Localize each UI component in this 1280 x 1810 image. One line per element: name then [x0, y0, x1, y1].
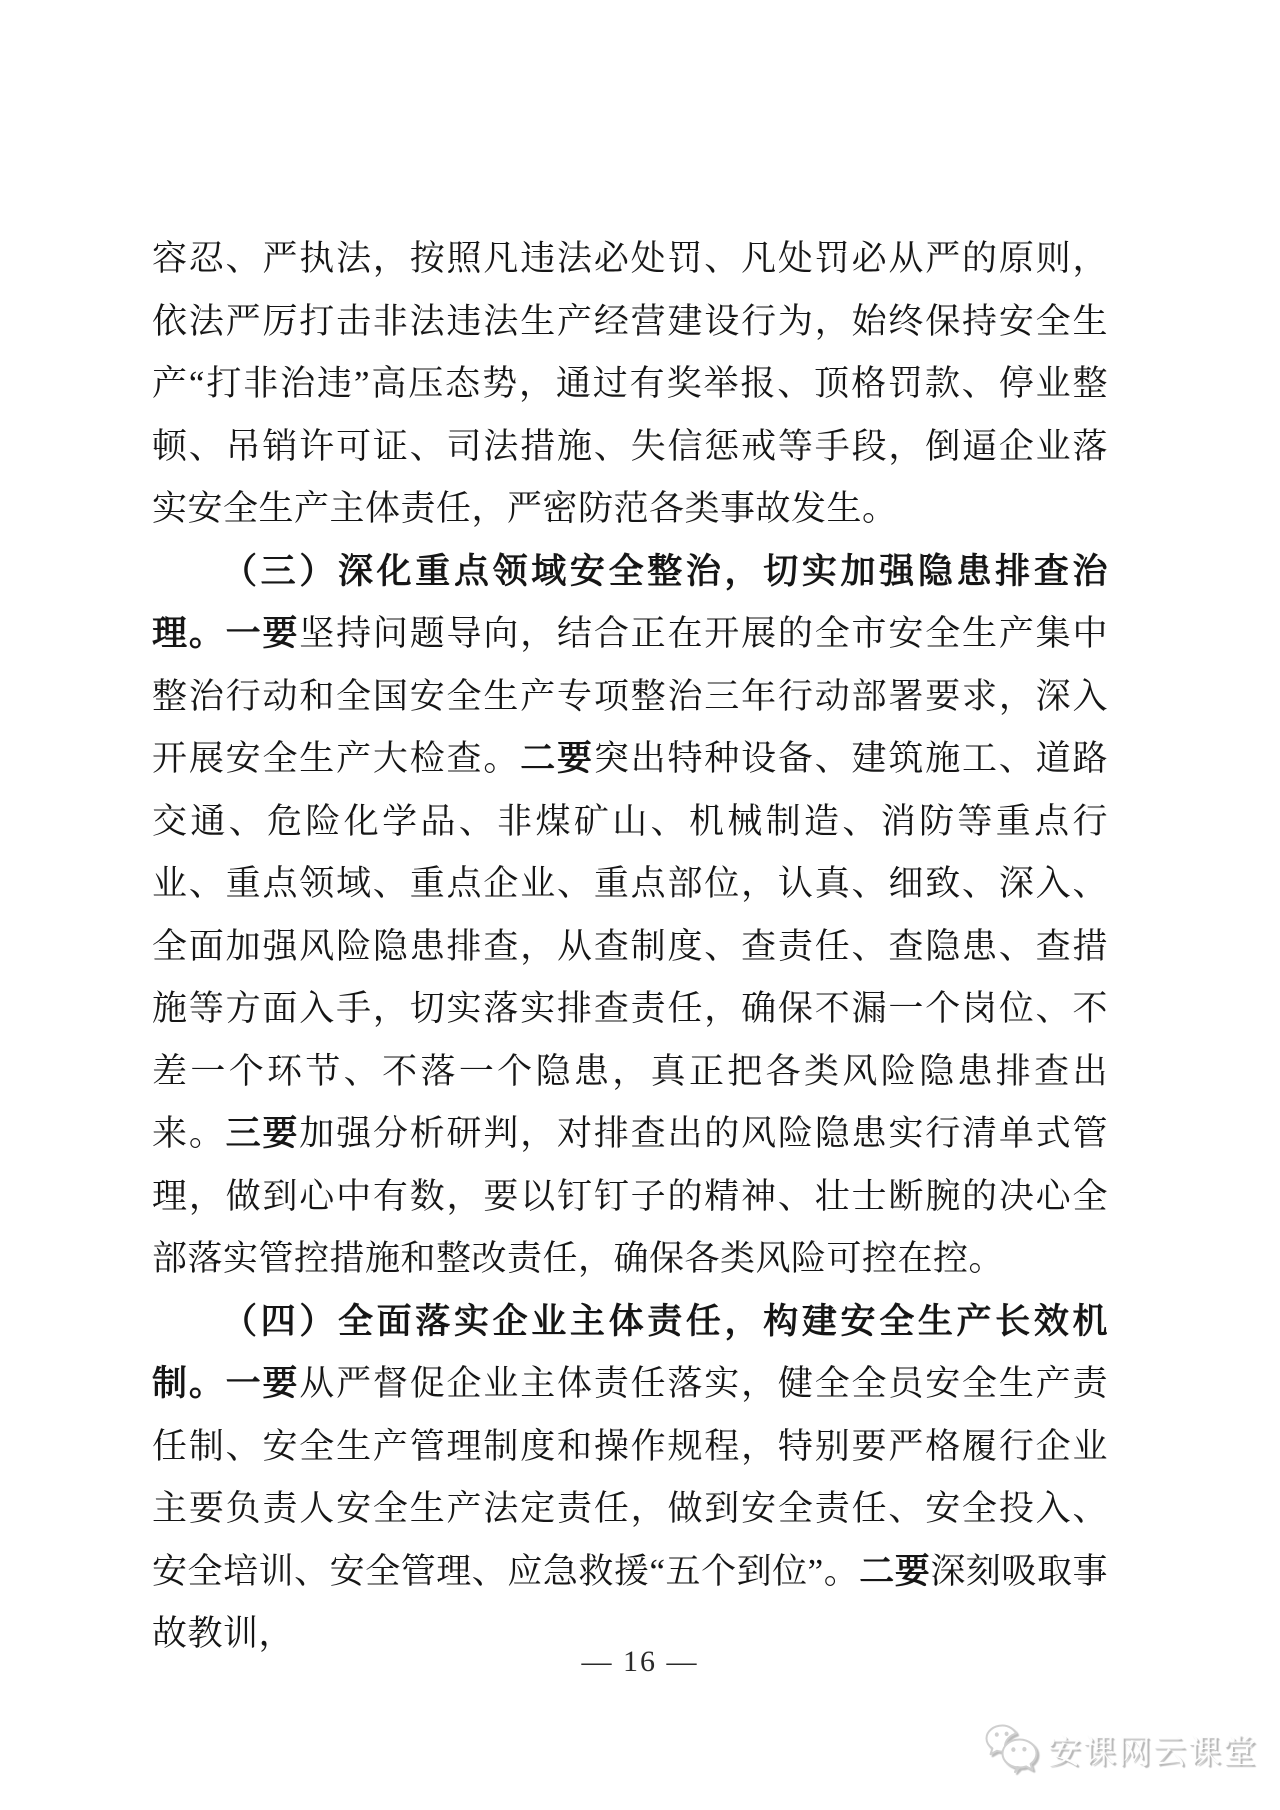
body-text-run: 坚持问题导向，结合正在开展的全市安全生产集中整治行动和全国安全生产专项整治三年行动部署要求，深入开展安全生产大检查。: [152, 614, 1108, 778]
paragraph-section-four: [152, 1291, 1108, 1666]
list-marker-first: 一要: [225, 614, 300, 653]
paragraph-section-three: [152, 541, 1108, 1291]
list-marker-third: 三要: [225, 1114, 300, 1153]
body-text-run: 从严督促企业主体责任落实，健全全员安全生产责任制、安全生产管理制度和操作规程，特别要严格履行企业主要负责人安全生产法定责任，做到安全责任、安全投入、安全培训、安全管理、应急救援“五个到位”。: [152, 1364, 1108, 1591]
wechat-icon: [982, 1722, 1038, 1776]
watermark: [982, 1722, 1258, 1776]
document-body: [152, 228, 1108, 1666]
body-text-run: 突出特种设备、建筑施工、道路交通、危险化学品、非煤矿山、机械制造、消防等重点行业、重点领域、重点企业、重点部位，认真、细致、深入、全面加强风险隐患排查，从查制度、查责任、查隐患、查措施等方面入手，切实落实排查责任，确保不漏一个岗位、不差一个环节、不落一个隐患，真正把各类风险隐患排查出来。: [152, 739, 1108, 1153]
page-number: — 16 —: [581, 1645, 699, 1678]
list-marker-second: 二要: [859, 1551, 931, 1591]
body-text-run: 加强分析研判，对排查出的风险隐患实行清单式管理，做到心中有数，要以钉钉子的精神、壮士断腕的决心全部落实管控措施和整改责任，确保各类风险可控在控。: [152, 1114, 1108, 1278]
paragraph-continuation: [152, 228, 1108, 541]
body-text-run: 容忍、严执法，按照凡违法必处罚、凡处罚必从严的原则，依法严厉打击非法违法生产经营建设行为，始终保持安全生产“打非治违”高压态势，通过有奖举报、顶格罚款、停业整顿、吊销许可证、司法措施、失信惩戒等手段，倒逼企业落实安全生产主体责任，严密防范各类事故发生。: [152, 239, 1108, 528]
watermark-text: 安课网云课堂: [1048, 1732, 1258, 1770]
list-marker-second: 二要: [520, 739, 594, 778]
list-marker-first: 一要: [225, 1364, 300, 1403]
section-heading-four: （四）全面落实企业主体责任，构建安全生产长效机制。: [152, 1301, 1108, 1403]
section-heading-three: （三）深化重点领域安全整治，切实加强隐患排查治理。: [152, 551, 1108, 653]
body-text-run: 深刻吸取事故教训，: [152, 1551, 1108, 1653]
